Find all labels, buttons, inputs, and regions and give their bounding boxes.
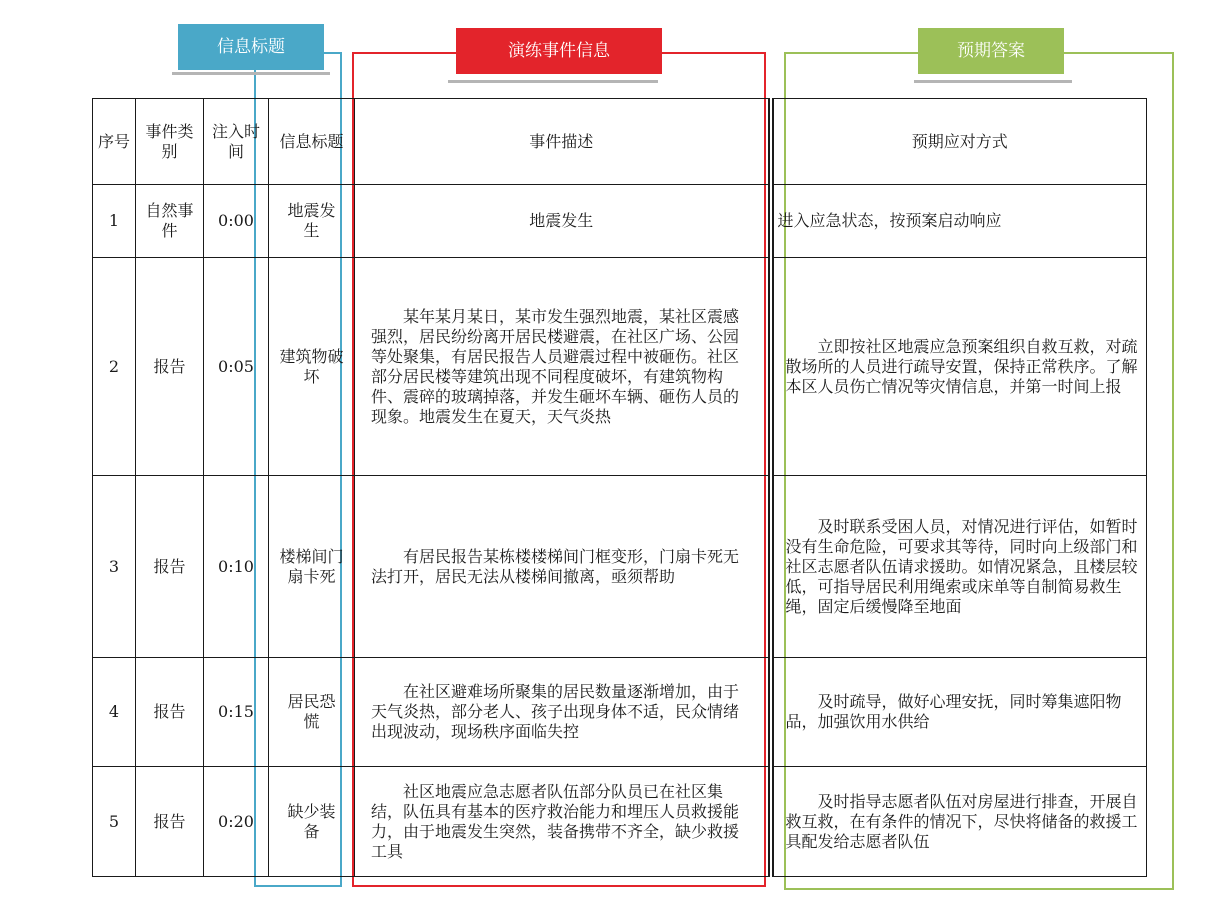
row-response: 及时联系受困人员，对情况进行评估，如暂时没有生命危险，可要求其等待，同时向上级部门和社区志愿者队伍请求援助。如情况紧急，且楼层较低，可指导居民利用绳索或床单等自制简易救生绳，固定后缓慢降至地面 bbox=[771, 476, 1147, 658]
row-description: 有居民报告某栋楼楼梯间门框变形，门扇卡死无法打开，居民无法从楼梯间撤离，亟须帮助 bbox=[355, 476, 771, 658]
row-seq: 3 bbox=[93, 476, 136, 658]
row-seq: 4 bbox=[93, 658, 136, 767]
row-time: 0:00 bbox=[204, 185, 269, 258]
header-info-title: 信息标题 bbox=[269, 99, 355, 185]
drill-event-label-shadow bbox=[448, 80, 658, 83]
row-description: 某年某月某日，某市发生强烈地震，某社区震感强烈，居民纷纷离开居民楼避震，在社区广场、公园等处聚集，有居民报告人员避震过程中被砸伤。社区部分居民楼等建筑出现不同程度破坏，有建筑物构件、震碎的玻璃掉落，并发生砸坏车辆、砸伤人员的现象。地震发生在夏天，天气炎热 bbox=[355, 258, 771, 476]
table-row bbox=[93, 767, 1147, 877]
table-row bbox=[93, 658, 1147, 767]
row-description: 社区地震应急志愿者队伍部分队员已在社区集结，队伍具有基本的医疗救治能力和埋压人员救援能力，由于地震发生突然，装备携带不齐全，缺少救援工具 bbox=[355, 767, 771, 877]
row-time: 0:05 bbox=[204, 258, 269, 476]
row-category: 报告 bbox=[136, 258, 204, 476]
row-description: 地震发生 bbox=[355, 185, 771, 258]
row-category: 自然事件 bbox=[136, 185, 204, 258]
expected-label: 预期答案 bbox=[918, 28, 1064, 74]
row-response: 及时疏导，做好心理安抚，同时筹集遮阳物品，加强饮用水供给 bbox=[771, 658, 1147, 767]
row-title: 建筑物破坏 bbox=[269, 258, 355, 476]
row-title: 地震发生 bbox=[269, 185, 355, 258]
header-description: 事件描述 bbox=[355, 99, 771, 185]
row-category: 报告 bbox=[136, 476, 204, 658]
row-time: 0:15 bbox=[204, 658, 269, 767]
drill-event-label: 演练事件信息 bbox=[456, 28, 662, 74]
expected-label-shadow bbox=[914, 80, 1072, 83]
row-seq: 2 bbox=[93, 258, 136, 476]
row-seq: 5 bbox=[93, 767, 136, 877]
table-row bbox=[93, 258, 1147, 476]
header-response: 预期应对方式 bbox=[771, 99, 1147, 185]
info-title-label-shadow bbox=[172, 72, 330, 75]
row-category: 报告 bbox=[136, 658, 204, 767]
row-response: 进入应急状态，按预案启动响应 bbox=[771, 185, 1147, 258]
table-row bbox=[93, 185, 1147, 258]
info-title-label: 信息标题 bbox=[178, 24, 324, 70]
header-row bbox=[93, 99, 1147, 185]
table-row bbox=[93, 476, 1147, 658]
row-time: 0:10 bbox=[204, 476, 269, 658]
drill-table bbox=[92, 98, 1147, 877]
row-response: 及时指导志愿者队伍对房屋进行排查，开展自救互救，在有条件的情况下，尽快将储备的救援工具配发给志愿者队伍 bbox=[771, 767, 1147, 877]
row-title: 居民恐慌 bbox=[269, 658, 355, 767]
row-response: 立即按社区地震应急预案组织自救互救，对疏散场所的人员进行疏导安置，保持正常秩序。了解本区人员伤亡情况等灾情信息，并第一时间上报 bbox=[771, 258, 1147, 476]
row-time: 0:20 bbox=[204, 767, 269, 877]
header-inject-time: 注入时间 bbox=[204, 99, 269, 185]
row-title: 缺少装备 bbox=[269, 767, 355, 877]
row-category: 报告 bbox=[136, 767, 204, 877]
row-title: 楼梯间门扇卡死 bbox=[269, 476, 355, 658]
row-seq: 1 bbox=[93, 185, 136, 258]
header-category: 事件类别 bbox=[136, 99, 204, 185]
header-seq: 序号 bbox=[93, 99, 136, 185]
row-description: 在社区避难场所聚集的居民数量逐渐增加，由于天气炎热，部分老人、孩子出现身体不适，民众情绪出现波动，现场秩序面临失控 bbox=[355, 658, 771, 767]
